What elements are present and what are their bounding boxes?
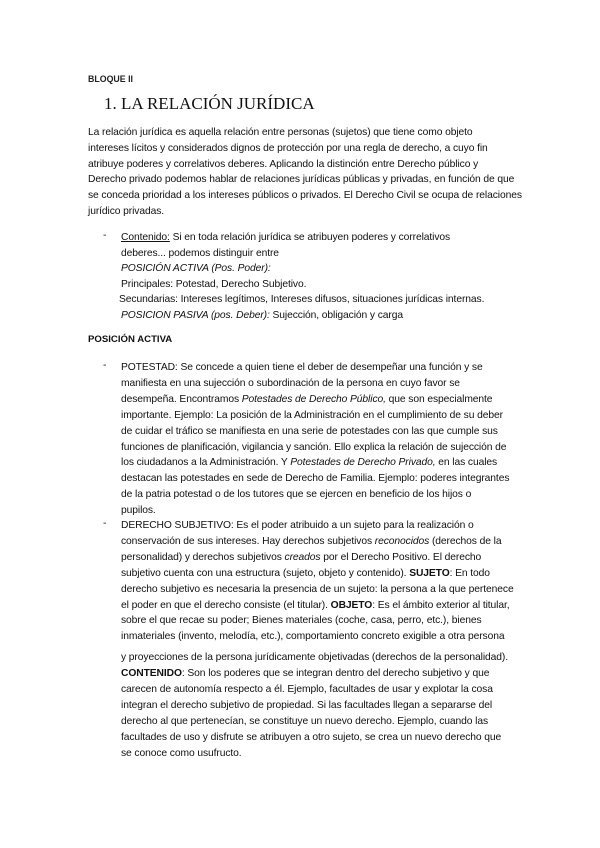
text-run: en las cuales (435, 457, 498, 469)
contenido-line: deberes... podemos distinguir entre (121, 247, 279, 259)
ds-line: facultades de uso y disfrute se atribuyen a otro sujeto, se crea un nuevo derecho que (121, 731, 502, 743)
text-run: el poder en que el derecho consiste (el titular). (121, 599, 331, 611)
potestad-line: pupilos. (121, 505, 156, 517)
posicion-pasiva-label: POSICION PASIVA (pos. Deber): (121, 309, 270, 321)
potestad-line: manifiesta en una sujección o subordinación de la persona en cuyo favor se (121, 377, 460, 389)
text-run: : Es el ámbito exterior al titular, (372, 599, 510, 611)
posicion-activa-line: POSICIÓN ACTIVA (Pos. Poder): (121, 263, 271, 275)
intro-line: jurídico privadas. (88, 205, 165, 217)
contenido-text: Si en toda relación jurídica se atribuyen poderes y correlativos (169, 232, 451, 243)
bullet-dash: - (103, 518, 107, 529)
potestad-line: destacan las potestades en sede de Derecho de Familia. Ejemplo: poderes integrantes (121, 473, 510, 485)
text-run: por el Derecho Positivo. El derecho (320, 551, 482, 563)
ds-line: derecho subjetivo es necesaria la presencia de un sujeto: la persona a la que pertenece (121, 583, 514, 595)
potestad-line (121, 455, 509, 471)
intro-paragraph (88, 125, 522, 220)
ds-line (121, 598, 514, 614)
bullet-dash: - (103, 360, 107, 371)
potestad-list-item (121, 360, 509, 519)
ds-line (121, 566, 514, 582)
text-run: : Son los poderes que se integran dentro del derecho subjetivo y que (181, 668, 490, 680)
contenido-label: Contenido: (121, 232, 170, 243)
ds-line: carecen de autonomía respecto a él. Ejemplo, facultades de usar y explotar la cosa (121, 684, 493, 696)
potestad-line: de la patria potestad o de los tutores que se ejercen en beneficio de los hijos o (121, 489, 472, 501)
intro-line: intereses lícitos y considerados dignos de protección por una regla de derecho, a cuyo fin (88, 142, 488, 154)
ds-line: DERECHO SUBJETIVO: Es el poder atribuido a un sujeto para la realización o (121, 520, 474, 531)
potestad-line (121, 392, 509, 408)
italic-term: reconocidos (374, 535, 430, 547)
ds-line: derecho al que pertenecían, se constituye un nuevo derecho. Ejemplo, cuando las (121, 715, 489, 727)
italic-term: creados (284, 551, 321, 563)
potestad-line: POTESTAD: Se concede a quien tiene el deber de desempeñar una función y se (121, 362, 483, 373)
text-run: personalidad) y derechos subjetivos (121, 551, 285, 563)
intro-line: se conceda prioridad a los intereses públicos o privados. El Derecho Civil se ocupa de relaciones (88, 190, 522, 202)
intro-line: La relación jurídica es aquella relación entre personas (sujetos) que tiene como objeto (88, 127, 473, 138)
text-run: subjetivo cuenta con una estructura (sujeto, objeto y contenido). (121, 567, 410, 579)
ds-line (121, 534, 514, 550)
posicion-pasiva-text: Sujección, obligación y carga (269, 309, 403, 321)
intro-line: Derecho privado podemos hablar de relaciones jurídicas públicas y privadas, en función de que (88, 174, 515, 186)
ds-line: se conoce como usufructo. (121, 747, 242, 759)
bold-term: SUJETO (409, 567, 450, 579)
derecho-subjetivo-list-item (121, 518, 514, 762)
secundarias-line: Secundarias: Intereses legítimos, Intereses difusos, situaciones jurídicas internas. (119, 294, 485, 306)
ds-line (121, 550, 514, 566)
ds-line: y proyecciones de la persona jurídicamente objetivadas (derechos de la personalidad). (121, 652, 509, 664)
page-title: 1. LA RELACIÓN JURÍDICA (104, 94, 315, 113)
ds-line (121, 666, 514, 682)
text-run: : En todo (449, 567, 490, 579)
bullet-dash: - (103, 230, 107, 241)
posicion-pasiva-line (121, 308, 484, 324)
ds-line: inmateriales (invento, melodía, etc.), comportamiento concreto exigible a otra persona (121, 631, 505, 643)
bold-term: CONTENIDO (121, 668, 182, 680)
italic-term: Potestades de Derecho Privado, (290, 457, 436, 469)
intro-line: atribuye poderes y correlativos deberes. Aplicando la distinción entre Derecho público y (88, 158, 479, 170)
text-run: desempeña. Encontramos (121, 393, 242, 405)
italic-term: Potestades de Derecho Público, (241, 393, 386, 405)
contenido-line (121, 230, 484, 246)
ds-line: integran el derecho subjetivo de propiedad. Si las facultades llegan a separarse del (121, 699, 493, 711)
contenido-list-item (121, 230, 484, 324)
principales-line: Principales: Potestad, Derecho Subjetivo. (121, 278, 307, 290)
potestad-line: de cuidar el tráfico se manifiesta en una serie de potestades con las que cumple sus (121, 425, 498, 437)
potestad-line: funciones de planificación, vigilancia y sanción. Ello explica la relación de sujección de (121, 441, 507, 453)
potestad-line: importante. Ejemplo: La posición de la Administración en el cumplimiento de su deber (121, 409, 503, 421)
text-run: los ciudadanos a la Administración. Y (121, 457, 291, 469)
section-heading: POSICIÓN ACTIVA (88, 334, 173, 345)
ds-line: sobre el que recae su poder; Bienes materiales (coche, casa, perro, etc.), bienes (121, 615, 482, 627)
text-run: conservación de sus intereses. Hay derechos subjetivos (121, 535, 375, 547)
text-run: que son especialmente (385, 393, 493, 405)
text-run: (derechos de la (429, 535, 502, 547)
bold-term: OBJETO (330, 599, 373, 611)
block-label: BLOQUE II (88, 74, 133, 84)
